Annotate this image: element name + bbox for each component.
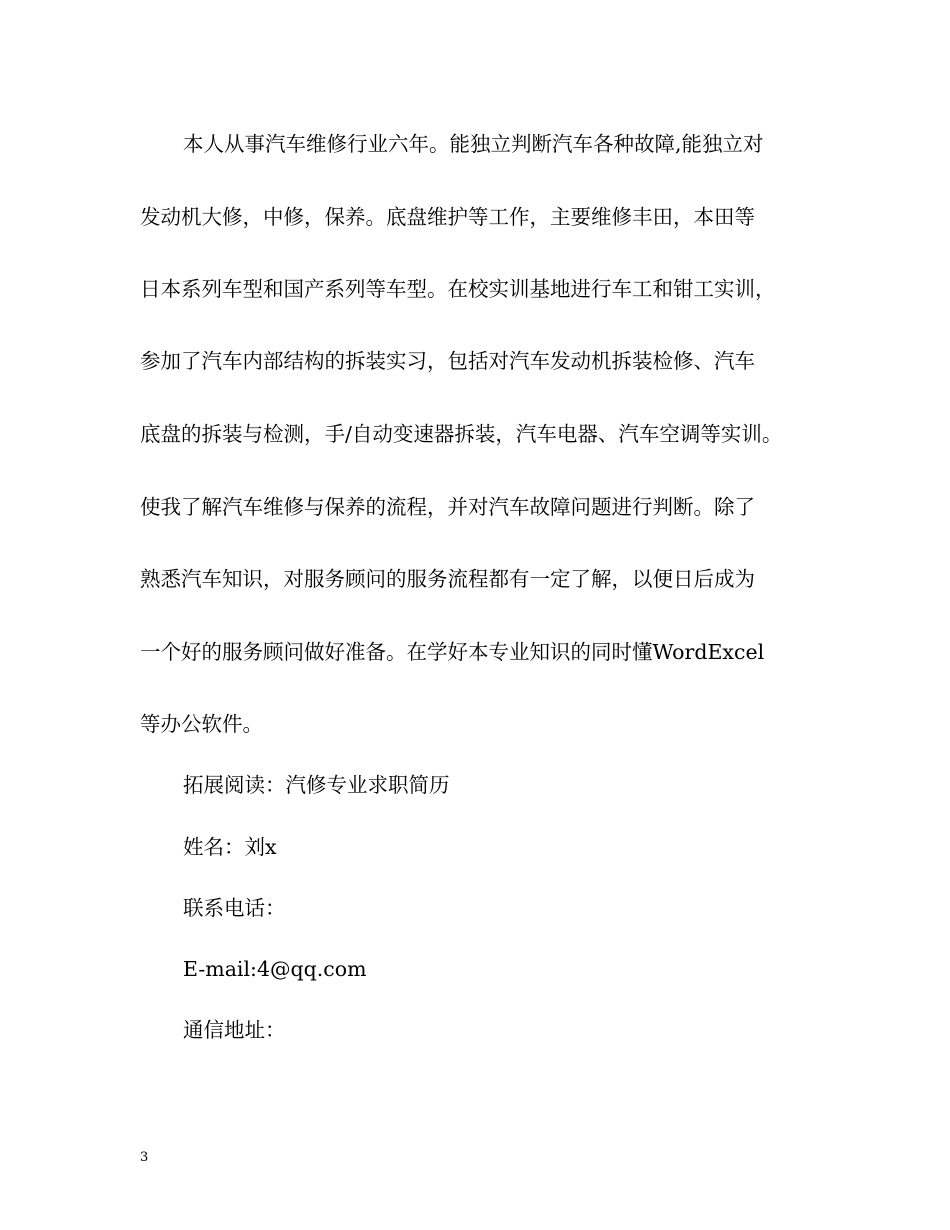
body-line-6: 使我了解汽车维修与保养的流程，并对汽车故障问题进行判断。除了: [140, 495, 755, 519]
extended-reading-heading: 拓展阅读：汽修专业求职简历: [183, 773, 450, 797]
email-line: E-mail:4@qq.com: [183, 957, 367, 981]
body-line-8: 一个好的服务顾问做好准备。在学好本专业知识的同时懂WordExcel: [140, 640, 765, 664]
body-line-1: 本人从事汽车维修行业六年。能独立判断汽车各种故障,能独立对: [183, 132, 764, 156]
body-line-3: 日本系列车型和国产系列等车型。在校实训基地进行车工和钳工实训，: [140, 277, 776, 301]
name-line: 姓名：刘x: [183, 835, 277, 859]
page-number: 3: [140, 1150, 149, 1165]
phone-label: 联系电话：: [183, 896, 286, 920]
body-line-4: 参加了汽车内部结构的拆装实习，包括对汽车发动机拆装检修、汽车: [140, 349, 755, 373]
body-line-9: 等办公软件。: [140, 712, 263, 736]
body-line-2: 发动机大修，中修，保养。底盘维护等工作，主要维修丰田，本田等: [140, 205, 755, 229]
body-line-7: 熟悉汽车知识，对服务顾问的服务流程都有一定了解，以便日后成为: [140, 567, 755, 591]
address-label: 通信地址：: [183, 1018, 286, 1042]
body-line-5: 底盘的拆装与检测，手/自动变速器拆装，汽车电器、汽车空调等实训。: [140, 422, 783, 446]
